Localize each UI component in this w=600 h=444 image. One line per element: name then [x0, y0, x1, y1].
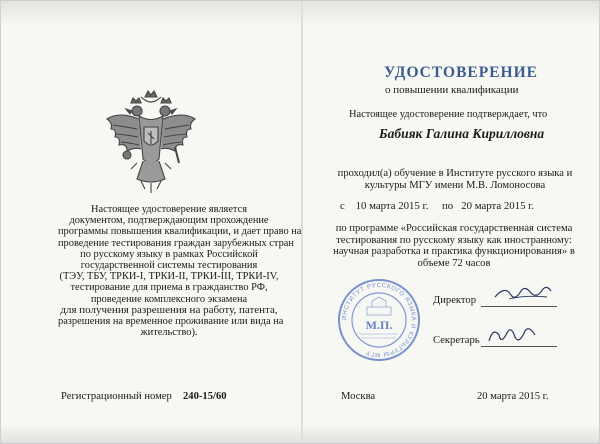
certificate-subtitle: о повышении квалификации [385, 84, 519, 96]
program-line: научная разработка и практика функционирования» в [333, 246, 575, 258]
description-line: проведение тестирования граждан зарубежных стран [58, 237, 294, 249]
coat-of-arms-emblem [101, 89, 201, 199]
program-info [311, 223, 597, 269]
stamp-ring-text: ИНСТИТУТ РУССКОГО ЯЗЫКА И КУЛЬТУРЫ МГУ [340, 281, 418, 359]
director-signature [491, 281, 555, 305]
registration-label: Регистрационный номер [61, 391, 172, 402]
study-line: проходил(а) обучение в Институте русского языка и [337, 168, 573, 179]
description-line: государственной системы тестирования [80, 260, 258, 272]
confirm-text: Настоящее удостоверение подтверждает, что [349, 109, 548, 120]
issue-date: 20 марта 2015 г. [477, 391, 549, 402]
program-line: по программе «Российская государственная система [335, 223, 573, 234]
center-fold [301, 1, 303, 444]
registration-number: 240-15/60 [183, 391, 227, 402]
program-line: объеме 72 часов [417, 257, 491, 269]
date-to-prefix: по [441, 200, 454, 212]
date-from: 10 марта 2015 г. [355, 200, 429, 212]
date-from-prefix: с [340, 200, 345, 212]
issue-city: Москва [341, 391, 376, 402]
director-label: Директор [433, 295, 476, 306]
certificate-description [58, 204, 302, 339]
description-line: разрешения на временное проживание или вида на [58, 316, 284, 328]
description-line: по русскому языку в рамках Российской [80, 248, 258, 260]
study-period [340, 200, 534, 212]
description-line: программы повышения квалификации, и дает право на [58, 226, 302, 238]
description-line: документом, подтверждающим прохождение [69, 215, 269, 227]
stamp-center-text: М.П. [365, 318, 393, 332]
study-info [319, 168, 591, 192]
description-line: Настоящее удостоверение является [90, 204, 247, 215]
description-line: для получения разрешения на работу, патента, [60, 303, 278, 316]
director-signature-line [481, 306, 557, 307]
certificate-title: УДОСТОВЕРЕНИЕ [383, 64, 539, 81]
date-to: 20 марта 2015 г. [461, 200, 535, 212]
description-line: жительство). [140, 327, 198, 339]
description-line: проведение комплексного экзамена [90, 293, 248, 305]
program-line: тестирования по русскому языку как иностранному: [336, 234, 572, 246]
description-line: тестирование для приема в гражданство РФ, [70, 282, 268, 294]
official-stamp [336, 277, 422, 363]
description-line: (ТЭУ, ТБУ, ТРКИ-I, ТРКИ-II, ТРКИ-III, ТРКИ-IV, [59, 271, 279, 283]
secretary-signature [483, 323, 541, 349]
holder-name: Бабияк Галина Кирилловна [379, 126, 545, 141]
study-line: культуры МГУ имени М.В. Ломоносова [364, 180, 546, 191]
secretary-label: Секретарь [433, 335, 480, 346]
